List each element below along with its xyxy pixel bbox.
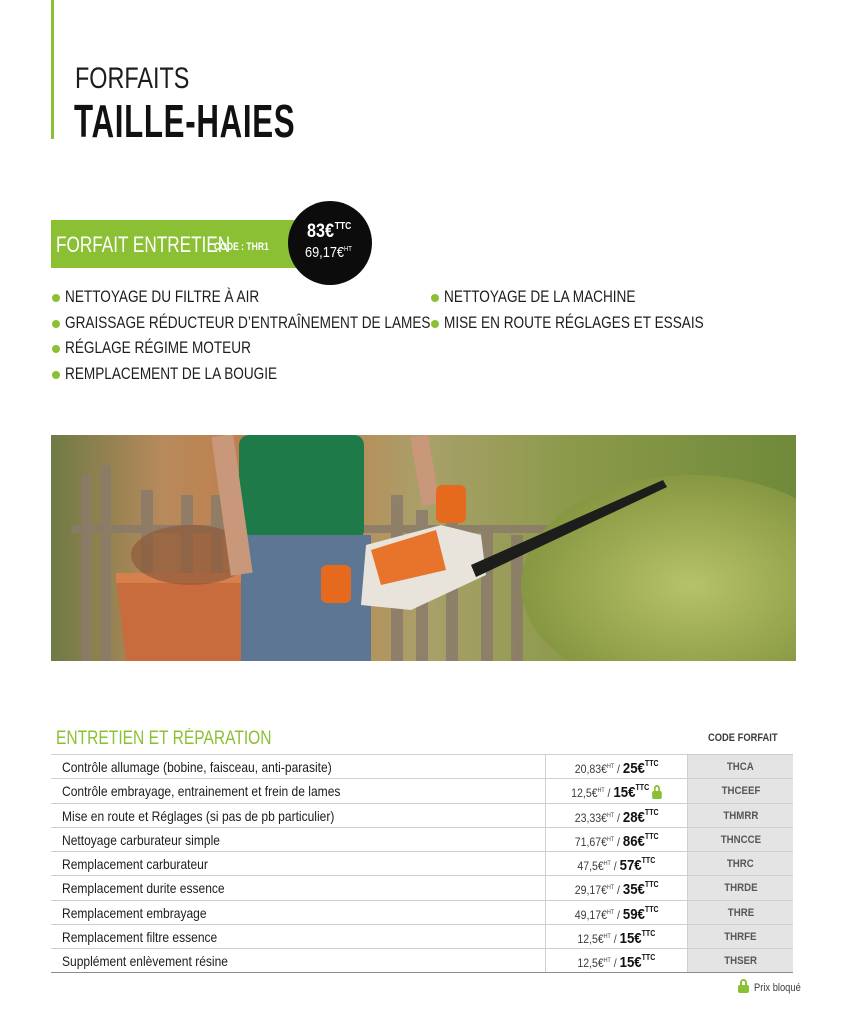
ht-suffix: HT bbox=[606, 812, 614, 819]
service-label: Nettoyage carburateur simple bbox=[62, 831, 220, 848]
service-label: Mise en route et Réglages (si pas de pb particulier) bbox=[62, 807, 335, 824]
table-row bbox=[51, 803, 793, 827]
price-ttc-value: 35€ bbox=[622, 881, 645, 899]
lock-icon bbox=[738, 979, 749, 993]
price-ht-value: 47,5€ bbox=[577, 859, 604, 874]
hero-image bbox=[51, 435, 796, 661]
bullet-dot-icon bbox=[431, 320, 439, 328]
price-ttc-value: 15€ bbox=[619, 930, 642, 948]
price-ht-value: 69,17€ bbox=[305, 244, 345, 261]
ttc-suffix: TTC bbox=[644, 831, 659, 841]
service-code bbox=[688, 755, 793, 778]
ht-suffix: HT bbox=[606, 909, 614, 916]
price-ttc-suffix: TTC bbox=[334, 221, 352, 232]
bullet-dot-icon bbox=[52, 294, 60, 302]
price-ht bbox=[305, 244, 352, 261]
service-price: 12,5€$^{HT}$ / 15€$^{TTC}$ bbox=[545, 925, 688, 948]
service-code bbox=[688, 852, 793, 875]
service-price: 12,5€$^{HT}$ / 15€$^{TTC}$ bbox=[545, 949, 688, 971]
feature-text: GRAISSAGE RÉDUCTEUR D’ENTRAÎNEMENT DE LAMES bbox=[65, 312, 431, 332]
service-code bbox=[688, 779, 793, 802]
package-code: CODE : THR1 bbox=[214, 241, 269, 253]
price-ttc-value: 15€ bbox=[613, 784, 636, 802]
service-code-text: THMRR bbox=[723, 809, 758, 822]
lock-icon bbox=[652, 785, 662, 799]
table-row bbox=[51, 900, 793, 924]
feature-item bbox=[430, 312, 769, 338]
feature-item bbox=[51, 363, 522, 389]
section-title: ENTRETIEN ET RÉPARATION bbox=[56, 728, 272, 749]
package-name: FORFAIT ENTRETIEN bbox=[56, 232, 231, 257]
feature-item bbox=[430, 286, 769, 312]
feature-text: NETTOYAGE DE LA MACHINE bbox=[444, 287, 636, 306]
service-label: Remplacement embrayage bbox=[62, 904, 207, 921]
price-ht-value: 12,5€ bbox=[577, 932, 604, 947]
ttc-suffix: TTC bbox=[641, 856, 656, 866]
service-label: Remplacement carburateur bbox=[62, 856, 208, 873]
ttc-suffix: TTC bbox=[644, 759, 659, 768]
table-row bbox=[51, 778, 793, 802]
bullet-dot-icon bbox=[52, 320, 60, 328]
price-ht-value: 20,83€ bbox=[574, 762, 607, 776]
legend-label: Prix bloqué bbox=[754, 982, 801, 994]
repairs-table bbox=[51, 754, 793, 973]
feature-text: REMPLACEMENT DE LA BOUGIE bbox=[65, 363, 278, 383]
feature-text: NETTOYAGE DU FILTRE À AIR bbox=[65, 287, 260, 306]
service-price: 23,33€$^{HT}$ / 28€$^{TTC}$ bbox=[545, 804, 688, 827]
hedge-trimmer-photo bbox=[51, 435, 796, 661]
ttc-suffix: TTC bbox=[644, 904, 659, 914]
price-ht-value: 12,5€ bbox=[577, 956, 604, 971]
price-ht-value: 12,5€ bbox=[571, 786, 598, 801]
bullet-dot-icon bbox=[52, 371, 60, 379]
ht-suffix: HT bbox=[597, 788, 605, 795]
service-price: 71,67€$^{HT}$ / 86€$^{TTC}$ bbox=[545, 828, 688, 851]
locked-price-legend bbox=[738, 978, 809, 996]
table-row bbox=[51, 875, 793, 899]
price-ht-value: 71,67€ bbox=[574, 834, 607, 849]
accent-bar bbox=[51, 0, 54, 139]
price-ttc-value: 59€ bbox=[622, 905, 645, 923]
service-label: Remplacement durite essence bbox=[62, 880, 225, 897]
price-ttc-value: 83€ bbox=[307, 221, 334, 242]
feature-list-right bbox=[430, 286, 769, 337]
ttc-suffix: TTC bbox=[641, 929, 656, 939]
service-code-text: THRFE bbox=[724, 931, 757, 944]
ttc-suffix: TTC bbox=[641, 953, 656, 963]
service-price: 29,17€$^{HT}$ / 35€$^{TTC}$ bbox=[545, 876, 688, 899]
price-ht-value: 49,17€ bbox=[574, 907, 607, 922]
service-label: Supplément enlèvement résine bbox=[62, 953, 228, 970]
service-code-text: THRC bbox=[727, 858, 754, 871]
service-code bbox=[688, 828, 793, 851]
service-code-text: THRE bbox=[727, 906, 754, 919]
ht-suffix: HT bbox=[603, 861, 611, 868]
bullet-dot-icon bbox=[431, 294, 439, 302]
service-code-text: THSER bbox=[724, 955, 757, 968]
ht-suffix: HT bbox=[603, 934, 611, 941]
price-ht-value: 29,17€ bbox=[574, 883, 607, 898]
service-price: 47,5€$^{HT}$ / 57€$^{TTC}$ bbox=[545, 852, 688, 875]
price-ttc-value: 15€ bbox=[619, 954, 642, 972]
service-label: Contrôle allumage (bobine, faisceau, anti-parasite) bbox=[62, 759, 332, 775]
price-ht-suffix: HT bbox=[344, 246, 352, 253]
service-price: 49,17€$^{HT}$ / 59€$^{TTC}$ bbox=[545, 901, 688, 924]
feature-item bbox=[51, 337, 522, 363]
ttc-suffix: TTC bbox=[644, 880, 659, 890]
ht-suffix: HT bbox=[603, 958, 611, 965]
service-price: 12,5€$^{HT}$ / 15€$^{TTC}$ bbox=[545, 779, 688, 802]
service-label: Contrôle embrayage, entrainement et frein de lames bbox=[62, 783, 341, 800]
service-code-text: THRDE bbox=[723, 882, 758, 895]
page-title: TAILLE-HAIES bbox=[74, 95, 296, 147]
table-row bbox=[51, 754, 793, 778]
price-ttc-value: 57€ bbox=[619, 857, 642, 875]
service-code-text: THCEEF bbox=[721, 785, 760, 798]
table-row bbox=[51, 827, 793, 851]
bullet-dot-icon bbox=[52, 345, 60, 353]
price-ttc-value: 86€ bbox=[622, 832, 645, 850]
service-code bbox=[688, 804, 793, 827]
price-ttc bbox=[307, 221, 351, 243]
service-label: Remplacement filtre essence bbox=[62, 929, 218, 946]
service-code-text: THCA bbox=[727, 761, 754, 773]
code-column-header: CODE FORFAIT bbox=[708, 732, 778, 744]
ttc-suffix: TTC bbox=[635, 783, 650, 793]
ht-suffix: HT bbox=[606, 836, 614, 843]
ht-suffix: HT bbox=[606, 885, 614, 892]
service-code-text: THNCCE bbox=[720, 833, 761, 846]
service-code bbox=[688, 949, 793, 971]
feature-text: RÉGLAGE RÉGIME MOTEUR bbox=[65, 338, 251, 357]
feature-text: MISE EN ROUTE RÉGLAGES ET ESSAIS bbox=[444, 312, 704, 332]
service-code bbox=[688, 901, 793, 924]
ttc-suffix: TTC bbox=[644, 807, 659, 817]
table-row bbox=[51, 924, 793, 948]
package-price-badge bbox=[288, 201, 372, 285]
service-code bbox=[688, 925, 793, 948]
price-ttc-value: 25€ bbox=[622, 760, 645, 777]
service-price: 20,83€$^{HT}$ / 25€$^{TTC}$ bbox=[545, 755, 688, 778]
table-row bbox=[51, 948, 793, 972]
service-code bbox=[688, 876, 793, 899]
page-subtitle: FORFAITS bbox=[75, 62, 190, 95]
ht-suffix: HT bbox=[606, 764, 614, 770]
price-ht-value: 23,33€ bbox=[574, 810, 607, 825]
table-row bbox=[51, 851, 793, 875]
price-ttc-value: 28€ bbox=[622, 808, 645, 826]
